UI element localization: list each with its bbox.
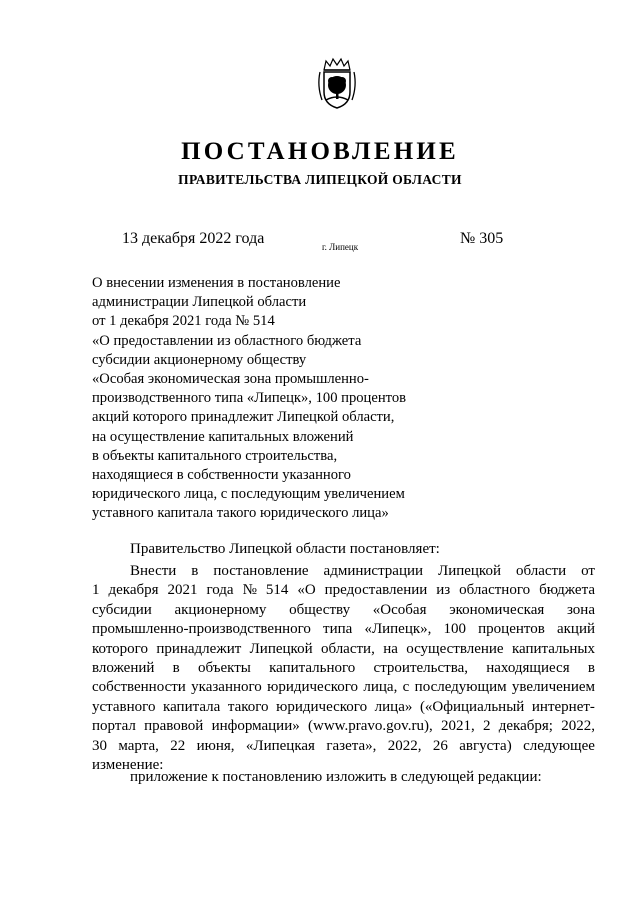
word: Липецкой — [438, 563, 501, 579]
word: на — [383, 640, 398, 657]
document-number: № 305 — [460, 230, 504, 247]
word: лица» — [374, 698, 413, 715]
word: 2021, — [440, 718, 475, 735]
amendment-paragraph: приложение к постановлению изложить в следующей редакции: — [130, 769, 542, 785]
word: декабря; — [498, 718, 553, 735]
word: (www.pravo.gov.ru), — [308, 718, 433, 735]
word: с — [402, 679, 410, 696]
heading-line: субсидии акционерному обществу — [92, 351, 307, 368]
word: акционерному — [174, 601, 267, 618]
heading-line: на осуществление капитальных вложений — [92, 428, 354, 445]
word: предоставлении — [324, 582, 428, 599]
word: в — [191, 563, 199, 579]
word: собственности — [92, 679, 186, 696]
word: в — [587, 660, 595, 677]
heading-line: юридического лица, с последующим увеличением — [92, 486, 405, 503]
word: увеличением — [511, 679, 595, 696]
paragraph-line — [92, 717, 595, 736]
heading-line: уставного капитала такого юридического лица» — [92, 505, 389, 522]
word: области — [515, 563, 567, 579]
word: принадлежит — [156, 640, 242, 657]
paragraph-line — [92, 698, 595, 717]
word: 26 — [432, 737, 448, 754]
word: августа) — [459, 737, 512, 754]
word: 2 — [482, 718, 491, 735]
word: 100 — [443, 621, 467, 638]
word: 1 — [92, 582, 100, 599]
word: субсидии — [92, 601, 152, 618]
word: акций — [556, 621, 595, 638]
word: информации» — [211, 718, 300, 735]
paragraph-line — [92, 737, 595, 756]
paragraph-line — [92, 601, 595, 620]
word: правовой — [144, 718, 204, 735]
word: постановление — [213, 563, 309, 579]
resolution-paragraph — [92, 562, 595, 775]
word: 2021 — [167, 582, 198, 599]
word: капитального — [269, 660, 356, 677]
word: года — [206, 582, 234, 599]
word: следующее — [523, 737, 595, 754]
paragraph-line — [92, 581, 595, 600]
word: интернет- — [531, 698, 595, 715]
word: июня, — [196, 737, 235, 754]
word: 514 — [265, 582, 289, 599]
word: в — [172, 660, 180, 677]
word: («Официальный — [419, 698, 525, 715]
word: зона — [566, 601, 595, 618]
word: процентов — [478, 621, 545, 638]
word: вложений — [92, 660, 155, 677]
heading-line: от 1 декабря 2021 года № 514 — [92, 313, 275, 330]
heading-line: находящиеся в собственности указанного — [92, 467, 351, 484]
word: объекты — [197, 660, 251, 677]
word: бюджета — [539, 582, 595, 599]
heading-line: производственного типа «Липецк», 100 процентов — [92, 390, 407, 407]
paragraph-line — [92, 640, 595, 659]
word: промышленно-производственного — [92, 621, 311, 638]
word: № — [242, 582, 257, 599]
document-city: г. Липецк — [322, 242, 359, 252]
word: капитальных — [511, 640, 595, 657]
paragraph-line — [92, 678, 595, 697]
paragraph-last-line: изменение: — [92, 757, 164, 774]
word: 30 — [92, 737, 107, 754]
heading-line: в объекты капитального строительства, — [92, 447, 338, 464]
lipetsk-coat-of-arms-icon — [316, 56, 358, 110]
word: 2022, — [387, 737, 422, 754]
word: которого — [92, 640, 148, 657]
word: последующим — [414, 679, 507, 696]
word: от — [581, 563, 595, 579]
word: капитала — [163, 698, 221, 715]
word: экономическая — [449, 601, 545, 618]
document-heading — [92, 274, 452, 524]
word: строительства, — [373, 660, 468, 677]
word: области, — [320, 640, 375, 657]
word: газета», — [326, 737, 377, 754]
word: администрации — [323, 563, 424, 579]
word: находящиеся — [486, 660, 570, 677]
document-date: 13 декабря 2022 года — [122, 230, 265, 247]
heading-line: «О предоставлении из областного бюджета — [92, 332, 362, 349]
word: осуществление — [406, 640, 504, 657]
word: Внести — [130, 563, 177, 579]
word: декабря — [108, 582, 159, 599]
word: «О — [297, 582, 316, 599]
heading-line: администрации Липецкой области — [92, 294, 307, 311]
word: юридического — [267, 679, 359, 696]
word: «Особая — [372, 601, 427, 618]
word: портал — [92, 718, 136, 735]
word: «Липецк», — [364, 621, 432, 638]
document-type-title: ПОСТАНОВЛЕНИЕ — [181, 138, 459, 165]
issuing-authority: ПРАВИТЕЛЬСТВА ЛИПЕЦКОЙ ОБЛАСТИ — [178, 172, 462, 187]
word: 22 — [170, 737, 186, 754]
word: уставного — [92, 698, 156, 715]
heading-line: «Особая экономическая зона промышленно- — [92, 371, 369, 388]
word: «Липецкая — [245, 737, 315, 754]
word: юридического — [276, 698, 368, 715]
resolution-intro: Правительство Липецкой области постановляет: — [130, 541, 440, 557]
word: обществу — [289, 601, 351, 618]
word: 2022, — [561, 718, 595, 735]
word: Липецкой — [249, 640, 313, 657]
word: указанного — [191, 679, 262, 696]
heading-line: акций которого принадлежит Липецкой области, — [92, 409, 395, 426]
heading-line: О внесении изменения в постановление — [92, 275, 341, 291]
paragraph-line — [92, 659, 595, 678]
word: лица, — [363, 679, 398, 696]
paragraph-line — [92, 620, 595, 639]
word: такого — [227, 698, 269, 715]
word: типа — [323, 621, 353, 638]
word: из — [436, 582, 451, 599]
paragraph-line — [92, 562, 595, 581]
word: марта, — [118, 737, 159, 754]
word: областного — [459, 582, 531, 599]
